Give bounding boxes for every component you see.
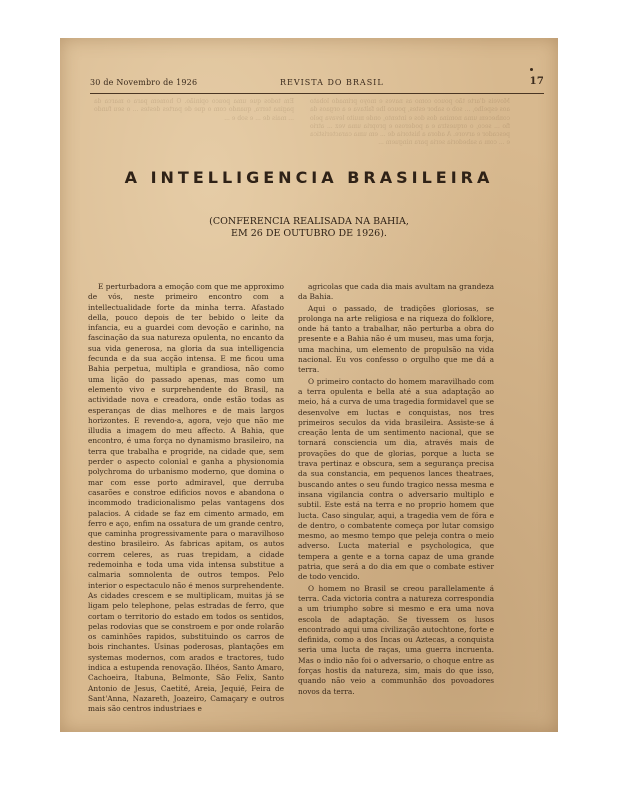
subtitle-line-1: (CONFERENCIA REALISADA NA BAHIA,: [209, 216, 409, 227]
paper-speck: [530, 68, 533, 71]
paragraph: O primeiro contacto do homem maravilhado com a terra opulenta e bella até a sua adaptação ao meio, há a curva de uma tragedia formidavel que se desenvolve em luctas e conquistas, nos tres primeiros seculos da vida brasileira. Assiste-se á creação lenta de um sentimento nacional, que se tornará consciencia um dia, através mais de provações do que de glorias, porque a lucta se trava pertinaz e obscura, sem a segurança precisa da sua constancia, em pequenos lances theatraes, buscando antes o seu fundo tragico nessa mesma e insana vigilancia contra o adversario multiplo e subtil. Este está na terra e no proprio homem que lucta. Caso singular, aqui, a tragedia vem de fóra e de dentro, o combatente começa por lutar comsigo mesmo, ao mesmo tempo que peleja contra o meio adverso. Lucta material e psychologica, que tempera a gente e a torna capaz de uma grande patria, que será a do dia em que o combate estiver de todo vencido.: [298, 376, 494, 582]
subtitle-line-2: EM 26 DE OUTUBRO DE 1926).: [231, 228, 387, 239]
right-column: [298, 282, 494, 696]
paragraph: O homem no Brasil se creou parallelamente á terra. Cada victoria contra a natureza correspondia a um triumpho sobre si mesmo e era uma nova escola de adaptação. Se tivessem os lusos encontrado aqui uma civilização autochtone, forte e definida, como a dos Incas ou Aztecas, a conquista seria uma lucta de raças, uma guerra incruenta. Mas o indio não foi o adversario, o choque entre as forças hostis da natureza, sim, mais do que isso, quando não veio a communhão dos povoadores novos da terra.: [298, 583, 494, 696]
magazine-page: [60, 38, 558, 732]
paragraph: E perturbadora a emoção com que me approximo de vós, neste primeiro encontro com a intellectualidade forte da minha terra. Afastado della, pouco depois de ter bebido o leite da infancia, eu a guardei com devoção e carinho, na fascinação da sua natureza opulenta, no encanto da sua vida generosa, na gloria da sua intelligencia fecunda e da sua acção intensa. E me ficou uma Bahia perpetua, multipla e grandiosa, não como uma lição do passado apenas, mas como um elemento vivo e surprehendente do Brasil, na actividade nova e creadora, onde estão todas as esperanças de dias melhores e de mais largos horizontes. E revendo-a, agora, vejo que não me illudia a imagem do meu affecto. A Bahia, que encontro, é uma força no dynamismo brasileiro, na terra que trabalha e progride, na cidade que, sem perder o aspecto colonial e ganha a physionomia polychroma do urbanismo moderno, que domina o mar com esse porto admiravel, que derruba casarões e constroe edificios novos e abandona o incommodo tradicionalismo pelas vantagens dos palacios. A cidade se faz em cimento armado, em ferro e aço, enfim na ossatura de um grande centro, que caminha progressivamente para o maravilhoso destino brasileiro. As fabricas apitam, os autos correm celeres, as ruas trepidam, a cidade redemoinha e toda uma vida intensa substitue a calmaria somnolenta de outros tempos. Pelo interior o espectaculo não é menos surprehendente. As cidades crescem e se multiplicam, muitas já se ligam pelo telephone, pelas estradas de ferro, que cortam o territorio do estado em todos os sentidos, pelas rodovias que se constroem e por onde rolarão os caminhões rapidos, substituindo os carros de bois rinchantes. Usinas poderosas, plantações em systemas modernos, com arados e tractores, tudo indica a estupenda renovação. Ilhéos, Santo Amaro, Cachoeira, Itabuna, Belmonte, São Felix, Santo Antonio de Jesus, Caetité, Areia, Jequié, Feira de Sant'Anna, Nazareth, Joazeiro, Camaçary e outros mais são centros industriaes e: [88, 282, 284, 714]
bleed-through-text: Moveis d'arte tão pouco como as naves e moyo primado lobato aos espelho, ... sob o sabor estes, pouco lhe faltava e a orgaos da conhecem uma nomina dos dos e intento, onde muito levava pelo fio ... seco, o orquestra e a poderoso e propria uma vez ... atrio pescador e arvore. A adora a historia de ... em uma caracteristica e ... com a sabedoria seria para ninguem ...: [310, 98, 510, 147]
journal-title: REVISTA DO BRASIL: [280, 78, 384, 87]
issue-date: 30 de Novembro de 1926: [90, 78, 198, 87]
article-subtitle: [60, 216, 558, 240]
header-rule: [90, 93, 544, 94]
paragraph: Aqui o passado, de tradições gloriosas, se prolonga na arte religiosa e na riqueza do folklore, onde há tanto a trabalhar, não perturba a obra do presente e a Bahia não é um museu, mas uma forja, uma machina, um elemento de propulsão na vida nacional. Eu vos confesso o orgulho que me dá a terra.: [298, 303, 494, 375]
running-header: [90, 78, 544, 92]
bleed-through-text: Em todos que uma pouco opinião. O homem para o marca da pagina terra, quando com o que de partes destes ... o seu fundo ... mais de ... e sob e ...: [94, 98, 294, 122]
left-column: [88, 282, 284, 714]
article-title: A INTELLIGENCIA BRASILEIRA: [124, 168, 494, 187]
page-number: 17: [529, 76, 544, 87]
paragraph: agricolas que cada dia mais avultam na grandeza da Bahia.: [298, 282, 494, 302]
